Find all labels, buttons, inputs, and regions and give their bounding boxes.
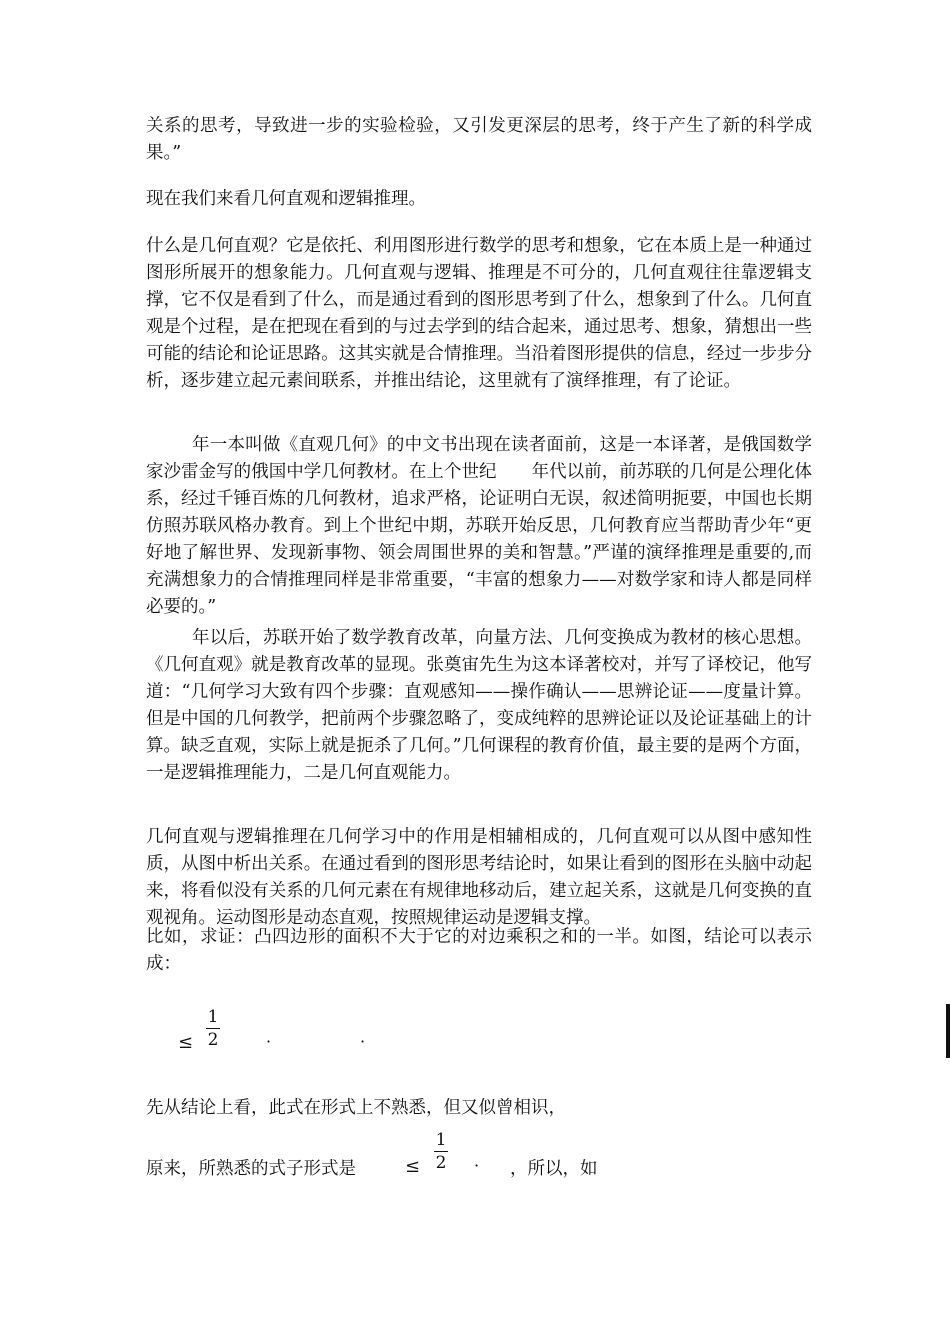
leq-symbol: ≤ xyxy=(178,1032,194,1053)
leq-symbol: ≤ xyxy=(405,1156,421,1177)
paragraph-3: 什么是几何直观？它是依托、利用图形进行数学的思考和想象，它在本质上是一种通过图形所展开的想象能力。几何直观与逻辑、推理是不可分的，几何直观往往靠逻辑支撑，它不仅是看到了什么，而是通过看到的图形思考到了什么，想象到了什么。几何直观是个过程，是在把现在看到的与过去学到的结合起来，通过思考、想象，猜想出一些可能的结论和论证思路。这其实就是合情推理。当沿着图形提供的信息，经过一步步分析，逐步建立起元素间联系，并推出结论，这里就有了演绎推理，有了论证。 xyxy=(146,236,812,391)
fraction-bar xyxy=(434,1151,448,1152)
fraction-one-half xyxy=(206,1007,220,1050)
paragraph-9-start: 原来，所熟悉的式子形式是 xyxy=(146,1159,356,1179)
paragraph-5: 年以后，苏联开始了数学教育改革，向量方法、几何变换成为教材的核心思想。《几何直观》就是教育改革的显现。张奠宙先生为这本译著校对，并写了译校记，他写道：“几何学习大致有四个步骤：直观感知——操作确认——思辨论证——度量计算。但是中国的几何教学，把前两个步骤忽略了，变成纯粹的思辨论证以及论证基础上的计算。缺乏直观，实际上就是扼杀了几何。”几何课程的教育价值，最主要的是两个方面，一是逻辑推理能力，二是几何直观能力。 xyxy=(146,628,812,783)
fraction-numerator: 1 xyxy=(207,1007,219,1027)
multiplication-dot: · xyxy=(474,1156,480,1175)
fraction-bar xyxy=(206,1028,220,1029)
multiplication-dot: · xyxy=(266,1032,272,1051)
fraction-numerator: 1 xyxy=(435,1130,447,1150)
paragraph-6: 几何直观与逻辑推理在几何学习中的作用是相辅相成的，几何直观可以从图中感知性质，从图中析出关系。在通过看到的图形思考结论时，如果让看到的图形在头脑中动起来，将看似没有关系的几何元素在有规律地移动后，建立起关系，这就是几何变换的直观视角。运动图形是动态直观，按照规律运动是逻辑支撑。 xyxy=(146,827,812,928)
fraction-denominator: 2 xyxy=(435,1153,447,1174)
paragraph-8: 先从结论上看，此式在形式上不熟悉，但又似曾相识， xyxy=(146,1098,566,1118)
fraction-denominator: 2 xyxy=(207,1030,219,1051)
paragraph-4: 年一本叫做《直观几何》的中文书出现在读者面前，这是一本译著，是俄国数学家沙雷金写的俄国中学几何教材。在上个世纪 年代以前，前苏联的几何是公理化体系，经过千锤百炼的几何教材，追求严格，论证明白无误，叙述简明扼要，中国也长期仿照苏联风格办教育。到上个世纪中期，苏联开始反思，几何教育应当帮助青少年“更好地了解世界、发现新事物、领会周围世界的美和智慧。”严谨的演绎推理是重要的,而充满想象力的合情推理同样是非常重要，“丰富的想象力——对数学家和诗人都是同样必要的。” xyxy=(146,435,812,617)
paragraph-9-end: ，所以，如 xyxy=(510,1159,598,1179)
fraction-one-half xyxy=(434,1130,448,1173)
paragraph-7: 比如，求证：凸四边形的面积不大于它的对边乘积之和的一半。如图，结论可以表示成： xyxy=(146,927,812,974)
page-edge-mark xyxy=(946,1004,950,1058)
paragraph-1: 关系的思考，导致进一步的实验检验，又引发更深层的思考，终于产生了新的科学成果。” xyxy=(146,116,812,163)
multiplication-dot: · xyxy=(360,1032,366,1051)
paragraph-2: 现在我们来看几何直观和逻辑推理。 xyxy=(146,189,426,209)
